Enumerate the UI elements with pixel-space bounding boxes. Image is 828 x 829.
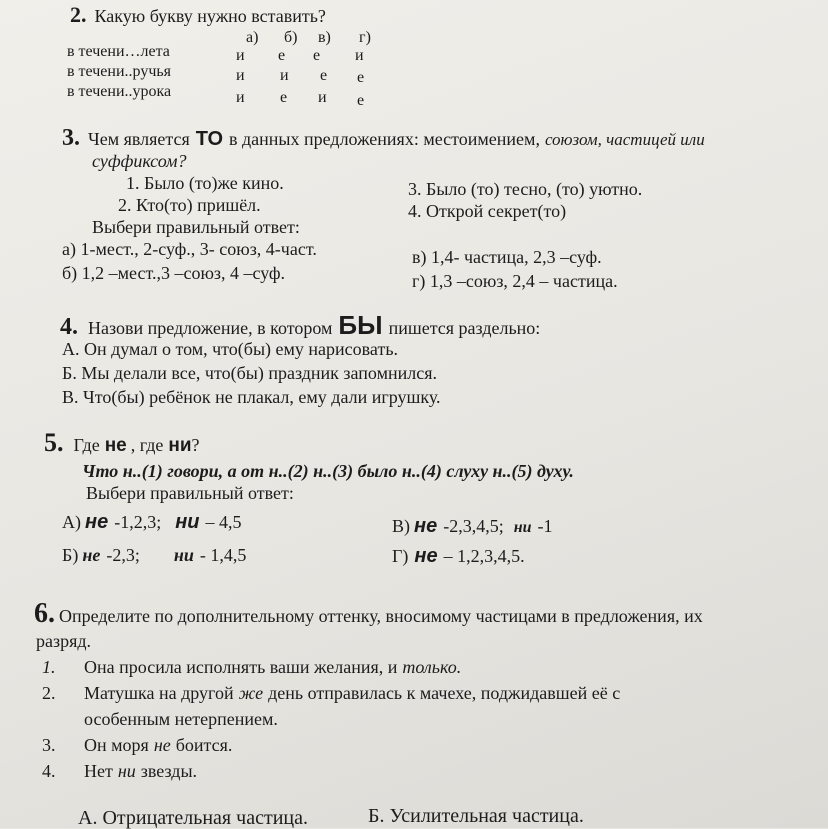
q4-heading (60, 312, 540, 339)
q5-answer-g-ne: не (414, 545, 438, 567)
q5-number: 5. (44, 428, 64, 457)
q3-sentence-2: 2. Кто(то) пришёл. (118, 195, 261, 215)
q6-item-4-num: 4. (42, 761, 56, 781)
q5-answer-a-ni-val: – 4,5 (205, 512, 242, 532)
q6-option-a: А. Отрицательная частица. (78, 807, 308, 829)
q3-choose-label: Выбери правильный ответ: (92, 217, 300, 237)
q6-item-4-particle: ни (117, 761, 136, 781)
q6-item-2-particle: же (238, 683, 264, 703)
q2-col-a: а) (246, 29, 259, 46)
q2-row-2-opt-g: е (357, 69, 365, 86)
q2-row-3-opt-v: и (318, 89, 327, 106)
q6-item-2-text-c: особенным нетерпением. (84, 709, 278, 729)
q2-row-1-opt-b: е (278, 47, 286, 64)
q6-option-b: Б. Усилительная частица. (368, 805, 584, 827)
q5-heading (44, 430, 200, 456)
q6-item-2-num: 2. (42, 683, 56, 703)
q3-text-a: Чем является (88, 129, 190, 149)
q5-answer-g (392, 546, 525, 566)
q6-line-2: разряд. (36, 631, 92, 651)
q4-option-b: Б. Мы делали все, что(бы) праздник запомнился. (62, 363, 437, 383)
q6-item-2-text-b: день отправилась к мачехе, поджидавшей её с (268, 683, 621, 703)
q5-sentence: Что н..(1) говори, а от н..(2) н..(3) было н..(4) слуху н..(5) духу. (82, 461, 574, 481)
q4-number: 4. (60, 314, 78, 340)
q2-row-3-opt-b: е (280, 89, 288, 106)
q5-ne: не (104, 435, 127, 456)
q5-answer-b-ni: ни (173, 545, 194, 565)
q5-answer-b-ne-val: -2,3; (106, 545, 140, 565)
q3-text-d: суффиксом? (92, 151, 187, 171)
q6-item-3-text-a: Он моря (84, 735, 149, 755)
q3-sentence-1: 1. Было (то)же кино. (126, 173, 284, 193)
q2-col-v: в) (318, 29, 331, 46)
q5-answer-b-letter: Б) (62, 545, 79, 565)
q2-row-3-opt-g: е (357, 92, 365, 109)
q6-item-1-particle: только. (402, 657, 462, 677)
q2-row-2-opt-v: е (320, 67, 328, 84)
q5-answer-v (392, 516, 552, 536)
q5-answer-a-letter: А) (62, 512, 81, 532)
q3-answer-v: в) 1,4- частица, 2,3 –суф. (412, 247, 602, 267)
q2-row-1-opt-a: и (236, 47, 245, 64)
q2-row-2-opt-b: и (280, 67, 289, 84)
q5-answer-v-ni: ни (513, 519, 532, 536)
q6-heading (34, 600, 703, 628)
q5-answer-a-ni: ни (175, 511, 200, 533)
q4-text-a: Назови предложение, в котором (88, 318, 333, 338)
q6-item-3-num: 3. (42, 735, 56, 755)
q6-item-2 (42, 684, 620, 702)
q2-row-1-opt-v: е (313, 47, 321, 64)
q3-text-to: ТО (195, 128, 224, 150)
q2-number: 2. (70, 2, 87, 27)
q4-option-v: В. Что(бы) ребёнок не плакал, ему дали игрушку. (62, 387, 441, 407)
q2-question: Какую букву нужно вставить? (94, 6, 326, 26)
q3-sentence-3: 3. Было (то) тесно, (то) уютно. (408, 179, 643, 199)
q2-row-3-opt-a: и (236, 89, 245, 106)
q4-text-by: БЫ (338, 310, 383, 340)
q5-answer-v-ne-val: -2,3,4,5; (443, 516, 504, 536)
q5-text-1: Где (73, 435, 100, 455)
q3-answer-b: б) 1,2 –мест.,3 –союз, 4 –суф. (62, 263, 285, 283)
q2-heading (70, 4, 326, 26)
q3-answer-g: г) 1,3 –союз, 2,4 – частица. (412, 271, 618, 291)
q2-row-1-word: в течени…лета (67, 43, 170, 60)
q6-item-2-text-a: Матушка на другой (84, 683, 234, 703)
q6-item-3 (42, 736, 232, 754)
q6-number: 6. (34, 598, 55, 629)
q6-item-3-particle: не (153, 735, 171, 755)
q6-item-4-text-a: Нет (84, 761, 113, 781)
q6-item-1 (42, 658, 461, 676)
q5-answer-v-letter: В) (392, 516, 410, 536)
q5-answer-a-ne-val: -1,2,3; (114, 512, 162, 532)
q2-row-2-word: в течени..ручья (67, 63, 172, 80)
q6-item-4 (42, 762, 197, 780)
q3-text-b: в данных предложениях: местоимением, (229, 129, 540, 149)
q3-number: 3. (62, 125, 80, 151)
q3-sentence-4: 4. Открой секрет(то) (408, 201, 567, 221)
q5-choose-label: Выбери правильный ответ: (86, 483, 294, 503)
q2-row-2-opt-a: и (236, 67, 245, 84)
q4-text-b: пишется раздельно: (388, 318, 541, 338)
q3-text-c: союзом, частицей или (544, 130, 705, 149)
q2-col-g: г) (359, 29, 371, 46)
q3-heading (62, 126, 705, 150)
q4-option-a: А. Он думал о том, что(бы) ему нарисовать. (62, 339, 399, 359)
q5-answer-a (62, 512, 242, 532)
q6-item-4-text-b: звезды. (140, 761, 198, 781)
q2-row-3-word: в течени..урока (67, 83, 172, 100)
q5-answer-v-ne: не (414, 515, 438, 537)
q5-answer-a-ne: не (85, 511, 109, 533)
q5-answer-g-ne-val: – 1,2,3,4,5. (443, 546, 525, 566)
q6-item-1-num: 1. (42, 657, 56, 677)
q3-answer-a: а) 1-мест., 2-суф., 3- союз, 4-част. (62, 239, 317, 259)
q5-answer-b-ne: не (82, 545, 101, 565)
q6-item-3-text-b: боится. (175, 735, 233, 755)
q5-text-2: , где (130, 435, 164, 455)
q6-line-1: Определите по дополнительному оттенку, вносимому частицами в предложения, их (59, 606, 703, 626)
q2-row-1-opt-g: и (355, 47, 364, 64)
q5-answer-g-letter: Г) (392, 546, 409, 566)
q6-item-1-text: Она просила исполнять ваши желания, и (84, 657, 398, 677)
q5-answer-b (62, 546, 246, 564)
q5-answer-v-ni-val: -1 (537, 516, 553, 536)
q2-col-b: б) (284, 29, 298, 46)
q5-answer-b-ni-val: - 1,4,5 (199, 545, 247, 565)
q5-ni: ни (168, 435, 192, 456)
q5-text-3: ? (191, 435, 200, 455)
